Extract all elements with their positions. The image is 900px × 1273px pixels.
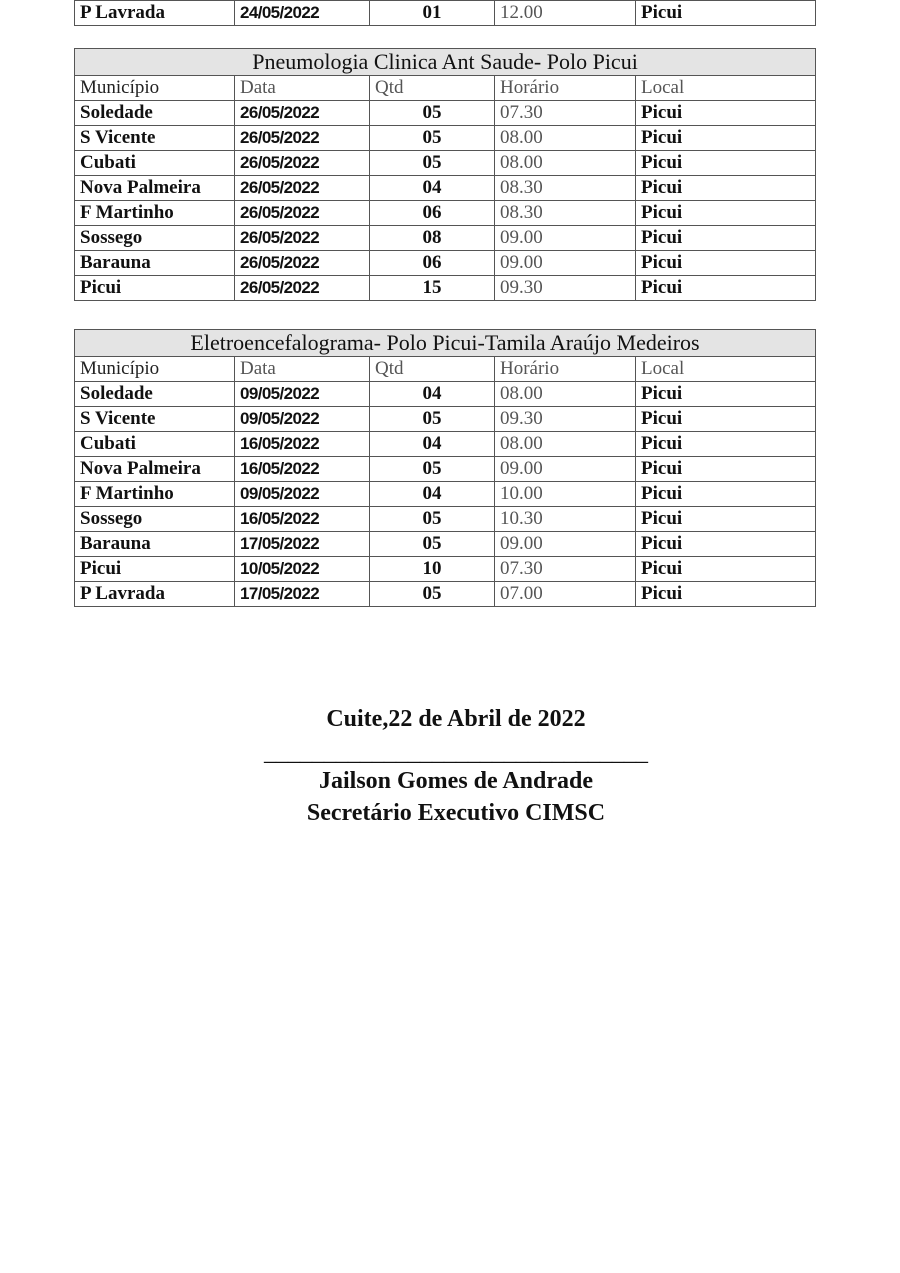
horario-cell: 08.00 — [495, 126, 636, 151]
local-cell: Picui — [636, 557, 816, 582]
header-row — [75, 357, 816, 382]
data-cell: 10/05/2022 — [235, 557, 370, 582]
table-row — [75, 407, 816, 432]
municipio-cell: Nova Palmeira — [75, 176, 235, 201]
table-row — [75, 507, 816, 532]
local-cell: Picui — [636, 532, 816, 557]
header-horario: Horário — [495, 357, 636, 382]
table-row — [75, 482, 816, 507]
signer-role: Secretário Executivo CIMSC — [306, 800, 606, 826]
local-cell: Picui — [636, 151, 816, 176]
header-data: Data — [235, 76, 370, 101]
qtd-cell: 05 — [370, 507, 495, 532]
horario-cell: 08.00 — [495, 432, 636, 457]
local-cell: Picui — [636, 101, 816, 126]
header-municipio: Município — [75, 76, 235, 101]
municipio-cell: Cubati — [75, 151, 235, 176]
signature-line: ________________________________ — [264, 740, 648, 766]
table-row — [75, 1, 816, 26]
qtd-cell: 04 — [370, 432, 495, 457]
table-row — [75, 582, 816, 607]
municipio-cell: Soledade — [75, 382, 235, 407]
municipio-cell: Picui — [75, 557, 235, 582]
continued-table — [74, 0, 816, 26]
header-qtd: Qtd — [370, 357, 495, 382]
horario-cell: 08.30 — [495, 201, 636, 226]
signer-name: Jailson Gomes de Andrade — [318, 768, 594, 794]
data-cell: 26/05/2022 — [235, 151, 370, 176]
pneumologia-table — [74, 48, 816, 301]
header-qtd: Qtd — [370, 76, 495, 101]
qtd-cell: 05 — [370, 151, 495, 176]
table-row — [75, 557, 816, 582]
horario-cell: 09.00 — [495, 532, 636, 557]
local-cell: Picui — [636, 382, 816, 407]
data-cell: 26/05/2022 — [235, 276, 370, 301]
place-date: Cuite,22 de Abril de 2022 — [326, 706, 586, 732]
local-cell: Picui — [636, 432, 816, 457]
table-row — [75, 101, 816, 126]
qtd-cell: 04 — [370, 482, 495, 507]
local-cell: Picui — [636, 126, 816, 151]
eletroencefalograma-table — [74, 329, 816, 607]
local-cell: Picui — [636, 226, 816, 251]
header-row — [75, 76, 816, 101]
municipio-cell: Picui — [75, 276, 235, 301]
header-municipio: Município — [75, 357, 235, 382]
qtd-cell: 04 — [370, 382, 495, 407]
local-cell: Picui — [636, 407, 816, 432]
header-local: Local — [636, 357, 816, 382]
qtd-cell: 01 — [370, 1, 495, 26]
data-cell: 09/05/2022 — [235, 382, 370, 407]
data-cell: 26/05/2022 — [235, 101, 370, 126]
table-row — [75, 432, 816, 457]
municipio-cell: Cubati — [75, 432, 235, 457]
header-local: Local — [636, 76, 816, 101]
horario-cell: 12.00 — [495, 1, 636, 26]
table-row — [75, 201, 816, 226]
qtd-cell: 08 — [370, 226, 495, 251]
data-cell: 17/05/2022 — [235, 532, 370, 557]
data-cell: 26/05/2022 — [235, 251, 370, 276]
data-cell: 17/05/2022 — [235, 582, 370, 607]
municipio-cell: S Vicente — [75, 407, 235, 432]
table-row — [75, 151, 816, 176]
data-cell: 26/05/2022 — [235, 226, 370, 251]
local-cell: Picui — [636, 176, 816, 201]
local-cell: Picui — [636, 507, 816, 532]
horario-cell: 08.00 — [495, 151, 636, 176]
horario-cell: 09.00 — [495, 457, 636, 482]
table-title-row — [75, 49, 816, 76]
horario-cell: 09.30 — [495, 407, 636, 432]
qtd-cell: 06 — [370, 251, 495, 276]
municipio-cell: Barauna — [75, 532, 235, 557]
table-row — [75, 176, 816, 201]
municipio-cell: Barauna — [75, 251, 235, 276]
local-cell: Picui — [636, 1, 816, 26]
table-title: Pneumologia Clinica Ant Saude- Polo Picui — [75, 49, 816, 76]
municipio-cell: F Martinho — [75, 201, 235, 226]
data-cell: 24/05/2022 — [235, 1, 370, 26]
qtd-cell: 05 — [370, 457, 495, 482]
horario-cell: 08.30 — [495, 176, 636, 201]
qtd-cell: 05 — [370, 582, 495, 607]
qtd-cell: 05 — [370, 101, 495, 126]
table-row — [75, 126, 816, 151]
local-cell: Picui — [636, 251, 816, 276]
qtd-cell: 10 — [370, 557, 495, 582]
data-cell: 09/05/2022 — [235, 482, 370, 507]
data-cell: 09/05/2022 — [235, 407, 370, 432]
horario-cell: 07.30 — [495, 557, 636, 582]
qtd-cell: 15 — [370, 276, 495, 301]
municipio-cell: P Lavrada — [75, 582, 235, 607]
table-row — [75, 457, 816, 482]
horario-cell: 09.00 — [495, 226, 636, 251]
horario-cell: 08.00 — [495, 382, 636, 407]
data-cell: 26/05/2022 — [235, 176, 370, 201]
horario-cell: 10.30 — [495, 507, 636, 532]
table-row — [75, 276, 816, 301]
municipio-cell: S Vicente — [75, 126, 235, 151]
table-row — [75, 251, 816, 276]
header-horario: Horário — [495, 76, 636, 101]
local-cell: Picui — [636, 201, 816, 226]
horario-cell: 09.00 — [495, 251, 636, 276]
local-cell: Picui — [636, 457, 816, 482]
municipio-cell: F Martinho — [75, 482, 235, 507]
qtd-cell: 05 — [370, 532, 495, 557]
horario-cell: 07.30 — [495, 101, 636, 126]
qtd-cell: 04 — [370, 176, 495, 201]
municipio-cell: P Lavrada — [75, 1, 235, 26]
qtd-cell: 05 — [370, 407, 495, 432]
qtd-cell: 06 — [370, 201, 495, 226]
data-cell: 16/05/2022 — [235, 457, 370, 482]
horario-cell: 09.30 — [495, 276, 636, 301]
header-data: Data — [235, 357, 370, 382]
data-cell: 16/05/2022 — [235, 432, 370, 457]
table-title-row — [75, 330, 816, 357]
municipio-cell: Nova Palmeira — [75, 457, 235, 482]
local-cell: Picui — [636, 276, 816, 301]
municipio-cell: Sossego — [75, 226, 235, 251]
table-row — [75, 382, 816, 407]
municipio-cell: Sossego — [75, 507, 235, 532]
local-cell: Picui — [636, 482, 816, 507]
table-title: Eletroencefalograma- Polo Picui-Tamila Araújo Medeiros — [75, 330, 816, 357]
local-cell: Picui — [636, 582, 816, 607]
data-cell: 26/05/2022 — [235, 126, 370, 151]
horario-cell: 10.00 — [495, 482, 636, 507]
table-row — [75, 226, 816, 251]
data-cell: 26/05/2022 — [235, 201, 370, 226]
horario-cell: 07.00 — [495, 582, 636, 607]
qtd-cell: 05 — [370, 126, 495, 151]
data-cell: 16/05/2022 — [235, 507, 370, 532]
municipio-cell: Soledade — [75, 101, 235, 126]
table-row — [75, 532, 816, 557]
